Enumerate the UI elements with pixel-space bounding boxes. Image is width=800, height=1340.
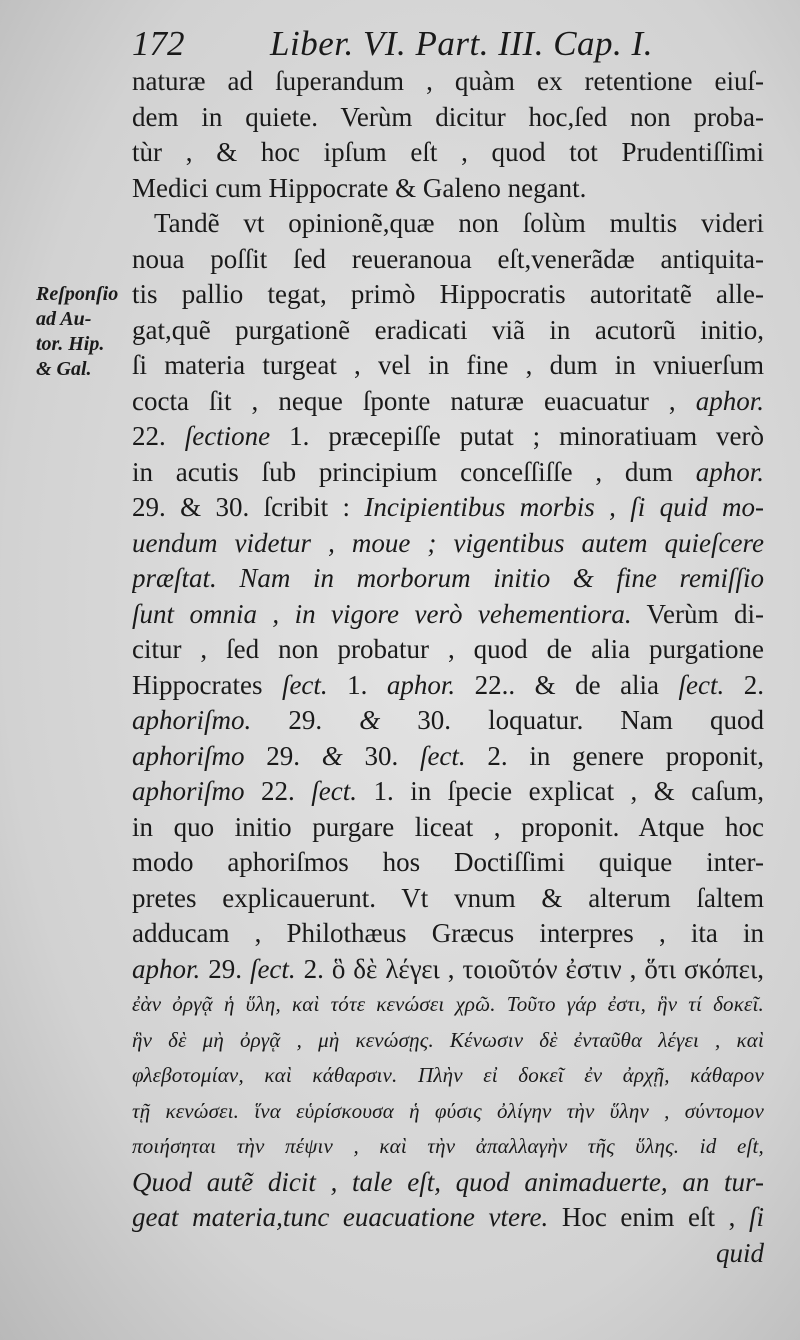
italic-segment: ſect.	[419, 740, 466, 771]
italic-segment: &	[359, 705, 381, 735]
text-line	[132, 1129, 764, 1165]
text-segment: pretes explicauerunt. Vt vnum & alterum ſaltem	[132, 882, 764, 913]
italic-segment: aphor.	[132, 953, 201, 984]
text-segment: τῇ κενώσει. ἵνα εὑρίσκουσα ἡ φύσις ὀλίγην τὴν ὕλην , σύντομον	[132, 1098, 764, 1123]
text-line	[132, 171, 764, 207]
italic-segment: ſectione	[184, 421, 271, 451]
text-segment: φλεβοτομίαν, καὶ κάθαρσιν. Πλὴν εἰ δοκεῖ ἐν ἀρχῇ, κάθαρον	[132, 1063, 764, 1087]
text-line	[132, 1094, 764, 1130]
italic-segment: uendum videtur , moue ; vigentibus autem quieſcere	[132, 527, 764, 558]
text-segment: 22.	[132, 421, 185, 451]
text-segment: 29.	[251, 705, 360, 735]
text-segment: citur , ſed non probatur , quod de alia purgatione	[132, 634, 764, 664]
text-segment: modo aphoriſmos hos Doctiſſimi quique inter-	[132, 847, 764, 877]
italic-segment: aphor.	[386, 669, 456, 700]
text-segment: in acutis ſub principium conceſſiſſe , dum	[132, 456, 696, 487]
text-line	[132, 135, 764, 171]
italic-segment: ſi	[748, 1202, 764, 1232]
margin-note-line: Reſponſio	[36, 283, 119, 305]
text-segment: tùr , & hoc ipſum eſt , quod tot Prudentiſſimi	[132, 137, 764, 167]
text-segment: dem in quiete. Verùm dicitur hoc,ſed non proba-	[132, 101, 764, 132]
text-line	[132, 419, 764, 455]
text-segment: 1. in ſpecie explicat , & caſum,	[356, 776, 764, 806]
text-line	[132, 668, 764, 704]
text-line	[132, 987, 764, 1023]
text-line	[132, 384, 764, 420]
italic-segment: præſtat. Nam in morborum initio & fine remiſſio	[132, 563, 764, 593]
italic-segment: ſect.	[311, 776, 357, 806]
text-segment: Verùm di-	[631, 598, 764, 629]
text-line	[132, 1165, 764, 1201]
italic-segment: Quod autẽ dicit , tale eſt, quod animaduerte, an tur-	[132, 1166, 764, 1197]
italic-segment: ſunt omnia , in vigore verò vehementiora.	[132, 598, 632, 629]
text-line	[132, 455, 764, 491]
text-segment: id eſt,	[679, 1134, 764, 1158]
text-segment: Tandẽ vt opinionẽ,quæ non ſolùm multis videri	[154, 208, 764, 238]
text-segment: cocta ſit , neque ſponte naturæ euacuatur ,	[132, 385, 696, 416]
text-segment: 1. præcepiſſe putat ; minoratiuam verò	[270, 421, 764, 451]
italic-segment: aphoriſmo	[132, 776, 245, 806]
text-line	[132, 561, 764, 597]
text-line	[132, 242, 764, 278]
italic-segment: Incipientibus morbis , ſi quid mo-	[364, 492, 764, 522]
text-segment: 29.	[244, 740, 322, 771]
italic-segment: ſect.	[281, 669, 328, 700]
text-segment: 22.. & de alia	[455, 669, 679, 700]
text-line	[132, 597, 764, 633]
text-segment: 2.	[724, 669, 764, 700]
text-segment: noua poſſit ſed reueranoua eſt,venerãdæ antiquita-	[132, 243, 764, 274]
italic-segment: aphor.	[695, 385, 764, 416]
italic-segment: geat materia,tunc euacuatione vtere.	[132, 1202, 549, 1232]
text-line	[132, 313, 764, 349]
text-segment: ſi materia turgeat , vel in fine , dum in vniuerſum	[132, 350, 764, 380]
text-line	[132, 348, 764, 384]
text-segment: in quo initio purgare liceat , proponit. Atque hoc	[132, 811, 764, 842]
text-line	[132, 845, 764, 881]
text-line	[132, 810, 764, 846]
body-text	[132, 64, 764, 1271]
text-line	[132, 206, 764, 242]
text-line	[132, 1023, 764, 1059]
text-line	[132, 739, 764, 775]
text-line	[132, 64, 764, 100]
text-segment: Medici cum Hippocrate & Galeno negant.	[132, 172, 587, 203]
text-segment: 29.	[200, 953, 250, 984]
text-segment: tis pallio tegat, primò Hippocratis autoritatẽ alle-	[132, 279, 764, 309]
text-segment: ἣν δὲ μὴ ὀργᾷ , μὴ κενώσῃς. Κένωσιν δὲ ἐνταῦθα λέγει , καὶ	[132, 1027, 764, 1052]
text-segment: 2. ὃ δὲ λέγει , τοιοῦτόν ἐστιν , ὅτι σκόπει,	[295, 953, 764, 984]
italic-segment: ſect.	[249, 953, 296, 984]
italic-segment: aphor.	[695, 456, 764, 487]
text-line	[132, 526, 764, 562]
italic-segment: quid	[715, 1237, 764, 1268]
italic-segment: aphoriſmo.	[132, 705, 252, 735]
text-line	[132, 1200, 764, 1236]
italic-segment: aphoriſmo	[132, 740, 245, 771]
text-line	[132, 490, 764, 526]
text-segment: Hoc enim eſt ,	[548, 1202, 749, 1232]
italic-segment: &	[321, 740, 343, 771]
text-line	[132, 1058, 764, 1094]
text-line	[132, 774, 764, 810]
margin-note-line: & Gal.	[36, 358, 92, 380]
text-line	[132, 881, 764, 917]
running-title: Liber. VI. Part. III. Cap. I.	[270, 24, 653, 63]
text-segment: Hippocrates	[132, 669, 282, 700]
text-line	[132, 1236, 764, 1272]
text-line	[132, 632, 764, 668]
text-segment: 30.	[342, 740, 420, 771]
text-segment: 29. & 30. ſcribit :	[132, 492, 365, 522]
text-segment: 22.	[244, 776, 312, 806]
text-segment: 2. in genere proponit,	[465, 740, 764, 771]
text-segment: ποιήσηται τὴν πέψιν , καὶ τὴν ἀπαλλαγὴν τῆς ὕλης.	[132, 1134, 680, 1158]
text-segment: ἐὰν ὀργᾷ ἡ ὕλη, καὶ τότε κενώσει χρῶ. Τοῦτο γάρ ἐστι, ἣν τί δοκεῖ.	[132, 992, 764, 1016]
text-segment: naturæ ad ſuperandum , quàm ex retentione eiuſ-	[132, 66, 764, 96]
text-line	[132, 277, 764, 313]
text-segment: 30. loquatur. Nam quod	[380, 705, 764, 735]
text-line	[132, 703, 764, 739]
margin-note	[36, 282, 132, 382]
text-segment: 1.	[327, 669, 387, 700]
text-line	[132, 916, 764, 952]
text-segment: adducam , Philothæus Græcus interpres , ita in	[132, 918, 764, 948]
margin-note-line: tor. Hip.	[36, 333, 105, 355]
page-number: 172	[132, 24, 185, 63]
page-header	[132, 22, 752, 66]
text-segment: gat,quẽ purgationẽ eradicati viã in acutorũ initio,	[132, 314, 764, 345]
text-line	[132, 952, 764, 988]
italic-segment: ſect.	[678, 669, 725, 700]
text-line	[132, 100, 764, 136]
margin-note-line: ad Au-	[36, 308, 92, 330]
